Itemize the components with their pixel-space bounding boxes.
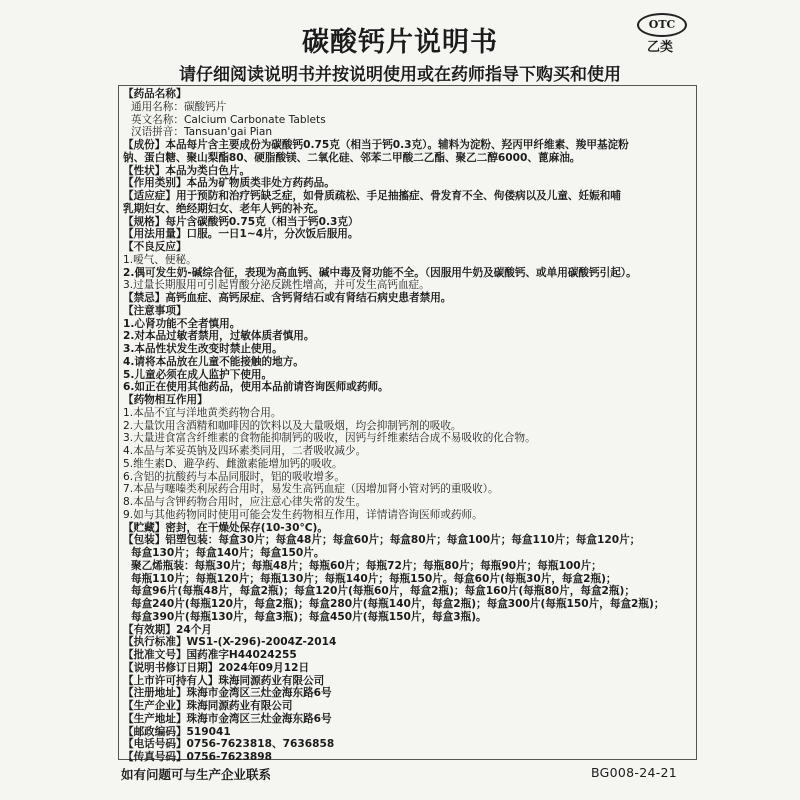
interaction-item-9: 9.如与其他药物同时使用可能会发生药物相互作用，详情请咨询医师或药师。	[123, 508, 483, 521]
otc-class-label: 乙类	[647, 40, 674, 55]
interaction-item-8: 8.本品与含钾药物合用时，应注意心律失常的发生。	[123, 496, 367, 508]
section-license-holder: 【上市许可持有人】珠海同源药业有限公司	[123, 674, 325, 687]
packaging-line-7: 每盒390片(每瓶130片，每盒3瓶)；每盒450片(每瓶150片，每盒3瓶)。	[131, 610, 487, 623]
section-fax: 【传真号码】0756-7623898	[123, 751, 273, 763]
packaging-line-5: 每盒96片(每瓶48片，每盒2瓶)；每盒120片(每瓶60片，每盒2瓶)；每盒160片(每瓶80片，每盒2瓶)；	[131, 585, 635, 598]
section-dosage: 【用法用量】口服。一日1~4片，分次饭后服用。	[123, 228, 359, 241]
interaction-item-3: 3.大量进食富含纤维素的食物能抑制钙的吸收，因钙与纤维素结合成不易吸收的化合物。	[123, 432, 536, 445]
interaction-item-7: 7.本品与噻嗪类利尿药合用时，易发生高钙血症（因增加肾小管对钙的重吸收）。	[123, 483, 499, 496]
section-appearance: 【性状】本品为类白色片。	[123, 164, 251, 177]
english-name-line: 英文名称：Calcium Carbonate Tablets	[131, 113, 326, 126]
contact-note: 如有问题可与生产企业联系	[121, 767, 272, 782]
packaging-line-3: 聚乙烯瓶装：每瓶30片；每瓶48片；每瓶60片；每瓶72片；每瓶80片；每瓶90片；每瓶100片；	[131, 559, 602, 572]
document-code: BG008-24-21	[591, 765, 678, 780]
section-ingredients: 【成份】本品每片含主要成份为碳酸钙0.75克（相当于钙0.3克）。辅料为淀粉、羟丙甲纤维素、羧甲基淀粉	[123, 139, 629, 151]
section-postal-code: 【邮政编码】519041	[123, 725, 231, 738]
section-phone: 【电话号码】0756-7623818、7636858	[123, 738, 335, 751]
section-precautions: 【注意事项】	[123, 304, 187, 317]
interaction-item-6: 6.含铝的抗酸药与本品同服时，铝的吸收增多。	[123, 470, 345, 483]
indications-continued: 乳期妇女、绝经期妇女、老年人钙的补充。	[123, 202, 325, 215]
section-specification: 【规格】每片含碳酸钙0.75克（相当于钙0.3克）	[123, 215, 359, 228]
adverse-item-1: 1.嗳气、便秘。	[123, 253, 197, 266]
section-packaging: 【包装】铝塑包装：每盒30片；每盒48片；每盒60片；每盒80片；每盒100片；每盒110片；每盒120片；	[123, 534, 641, 547]
section-drug-name: 【药品名称】	[123, 88, 187, 100]
section-shelf-life: 【有效期】24个月	[123, 623, 212, 636]
interaction-item-5: 5.维生素D、避孕药、雌激素能增加钙的吸收。	[123, 457, 343, 470]
generic-name-line: 通用名称：碳酸钙片	[131, 100, 227, 113]
otc-mark: OTC	[637, 13, 687, 37]
packaging-line-6: 每盒240片(每瓶120片，每盒2瓶)；每盒280片(每瓶140片，每盒2瓶)；每盒300片(每瓶150片，每盒2瓶)；	[131, 598, 665, 610]
precaution-item-2: 2.对本品过敏者禁用，过敏体质者慎用。	[123, 330, 315, 343]
precaution-item-3: 3.本品性状发生改变时禁止使用。	[123, 343, 283, 355]
usage-advice-subtitle: 请仔细阅读说明书并按说明使用或在药师指导下购买和使用	[179, 65, 621, 85]
section-category: 【作用类别】本品为矿物质类非处方药药品。	[123, 177, 335, 190]
precaution-item-4: 4.请将本品放在儿童不能接触的地方。	[123, 355, 304, 368]
section-manufacturer: 【生产企业】珠海同源药业有限公司	[123, 700, 293, 712]
section-storage: 【贮藏】密封，在干燥处保存(10-30°C)。	[123, 521, 328, 534]
precaution-item-5: 5.儿童必须在成人监护下使用。	[123, 368, 273, 381]
precaution-item-1: 1.心肾功能不全者慎用。	[123, 317, 241, 330]
section-interactions: 【药物相互作用】	[123, 394, 208, 406]
precaution-item-6: 6.如正在使用其他药品，使用本品前请咨询医师或药师。	[123, 381, 389, 394]
section-contraindications: 【禁忌】高钙血症、高钙尿症、含钙肾结石或有肾结石病史患者禁用。	[123, 292, 452, 304]
section-adverse-reactions: 【不良反应】	[123, 241, 187, 253]
section-registered-address: 【注册地址】珠海市金湾区三灶金海东路6号	[123, 687, 332, 700]
section-revision-date: 【说明书修订日期】2024年09月12日	[123, 661, 310, 674]
document-title: 碳酸钙片说明书	[302, 27, 498, 58]
section-indications: 【适应症】用于预防和治疗钙缺乏症，如骨质疏松、手足抽搐症、骨发育不全、佝偻病以及儿童、妊娠和哺	[123, 190, 621, 202]
interaction-item-2: 2.大量饮用含酒精和咖啡因的饮料以及大量吸烟，均会抑制钙剂的吸收。	[123, 419, 462, 432]
section-approval-number: 【批准文号】国药准字H44024255	[123, 649, 297, 661]
ingredients-continued: 钠、蛋白糖、聚山梨酯80、硬脂酸镁、二氧化硅、邻苯二甲酸二乙酯、聚乙二醇6000、蓖麻油。	[123, 151, 581, 164]
pinyin-name-line: 汉语拼音：Tansuan'gai Pian	[131, 126, 273, 139]
section-production-address: 【生产地址】珠海市金湾区三灶金海东路6号	[123, 712, 332, 725]
section-standard: 【执行标准】WS1-(X-296)-2004Z-2014	[123, 636, 337, 649]
interaction-item-1: 1.本品不宜与洋地黄类药物合用。	[123, 406, 282, 419]
adverse-item-2: 2.偶可发生奶-碱综合征，表现为高血钙、碱中毒及肾功能不全。（因服用牛奶及碳酸钙、或单用碳酸钙引起）。	[123, 266, 637, 279]
adverse-item-3: 3.过量长期服用可引起胃酸分泌反跳性增高，并可发生高钙血症。	[123, 279, 430, 292]
packaging-line-4: 每瓶110片；每瓶120片；每瓶130片；每瓶140片；每瓶150片。每盒60片(每瓶30片，每盒2瓶)；	[131, 572, 617, 585]
packaging-line-2: 每盒130片；每盒140片；每盒150片。	[131, 547, 325, 559]
interaction-item-4: 4.本品与苯妥英钠及四环素类同用，二者吸收减少。	[123, 445, 367, 457]
